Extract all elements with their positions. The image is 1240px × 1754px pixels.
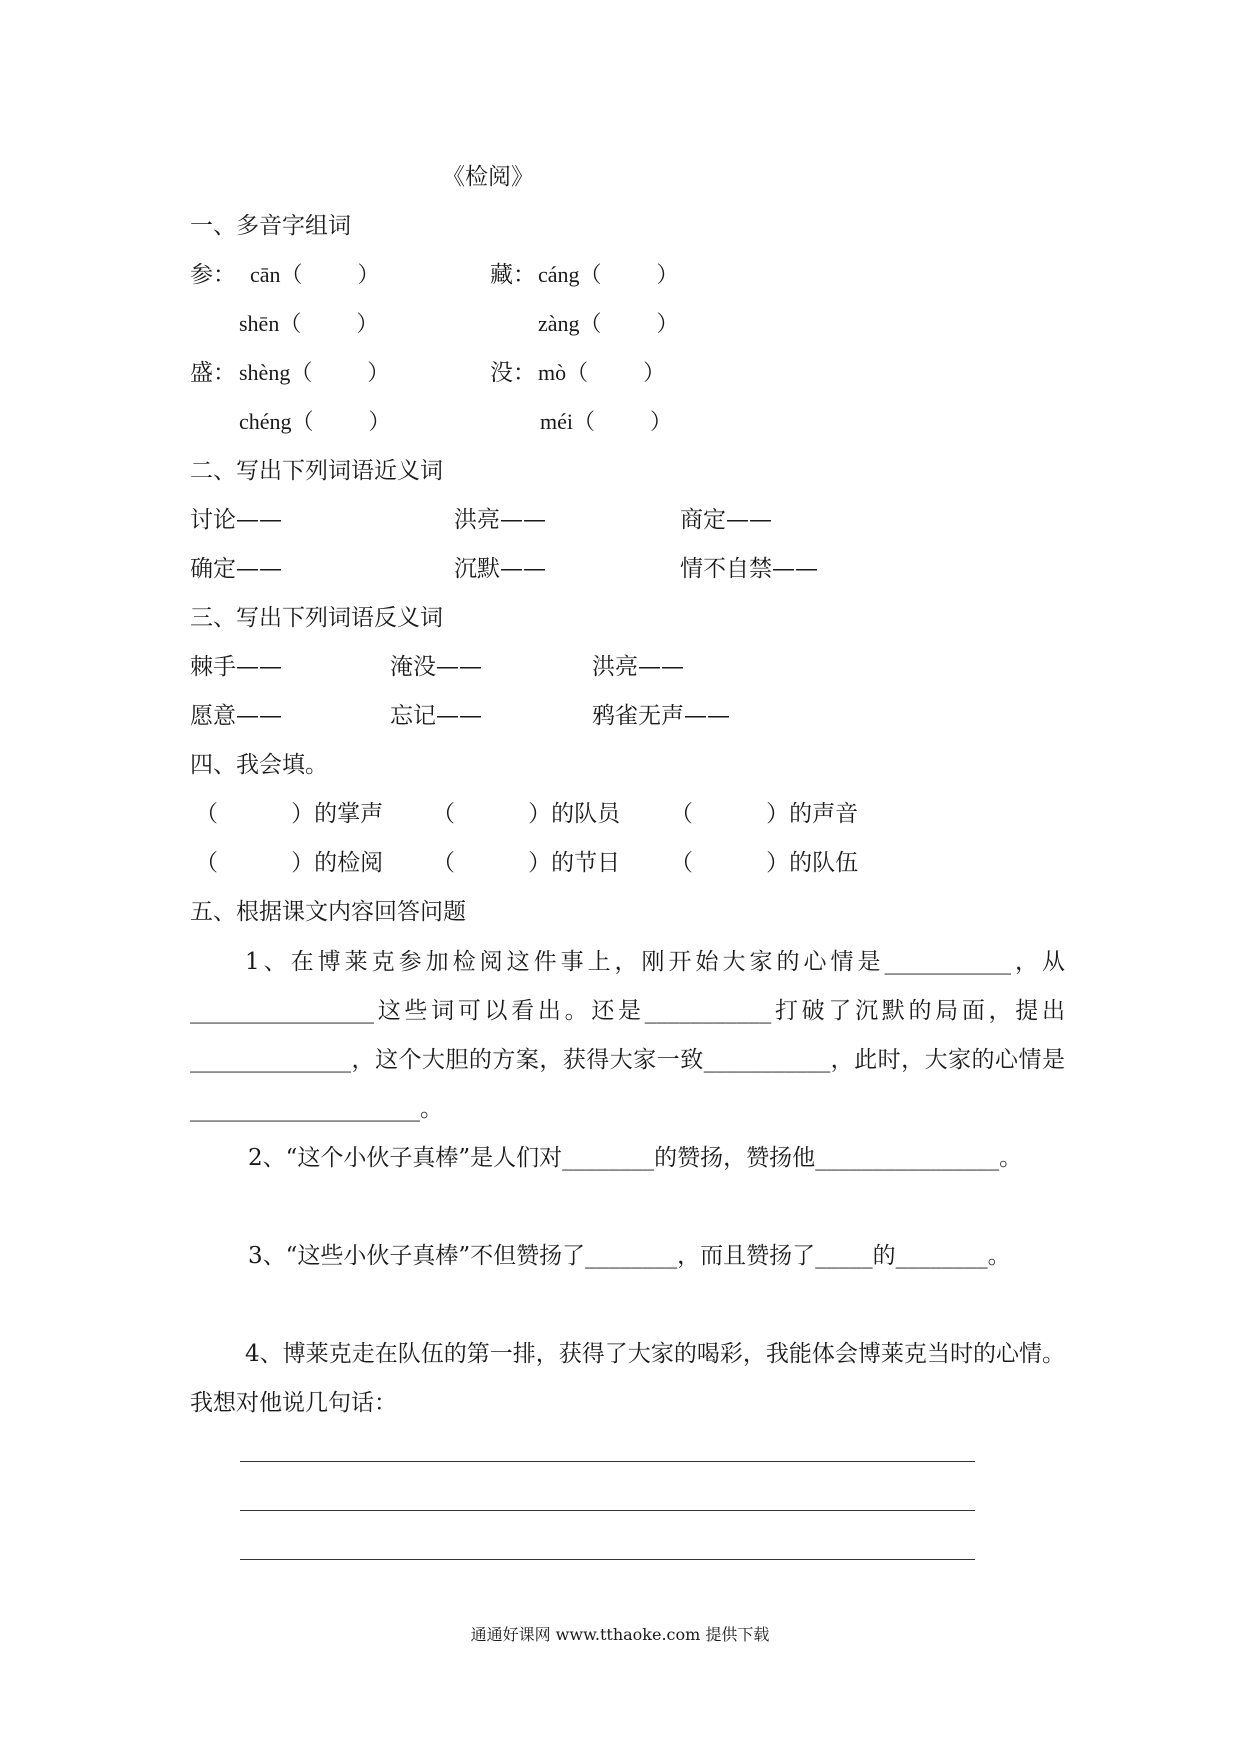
antonym-item: 愿意——: [190, 703, 282, 729]
page-title: 《检阅》: [442, 164, 534, 190]
question-4: 4、博莱克走在队伍的第一排，获得了大家的喝彩，我能体会博莱克当时的心情。我想对他说几句话：: [190, 1341, 1065, 1416]
fill-item: （ ）的节日: [432, 850, 621, 876]
synonym-item: 洪亮——: [454, 507, 546, 533]
antonym-item: 鸦雀无声——: [592, 703, 730, 729]
polyphone-mei-2: méi（ ）: [540, 409, 672, 434]
polyphone-char-can: 参：: [190, 262, 236, 288]
question-2: 2、“这个小伙子真棒”是人们对________的赞扬，赞扬他________________。: [248, 1145, 1023, 1171]
synonym-item: 情不自禁——: [680, 556, 818, 582]
polyphone-cang-2: zàng（ ）: [538, 311, 679, 336]
polyphone-char-cang: 藏：: [490, 262, 536, 288]
synonym-item: 沉默——: [454, 556, 546, 582]
fill-item: （ ）的队员: [432, 801, 621, 827]
answer-line: [240, 1461, 975, 1462]
polyphone-sheng-1: shèng（ ）: [239, 360, 390, 385]
section-heading-2: 二、写出下列词语近义词: [190, 458, 443, 484]
polyphone-mei-1: mò（ ）: [538, 360, 666, 385]
section-heading-4: 四、我会填。: [190, 752, 328, 778]
question-3: 3、“这些小伙子真棒”不但赞扬了________，而且赞扬了_____的________。: [248, 1243, 1011, 1269]
footer-credit: 通通好课网 www.tthaoke.com 提供下载: [470, 1625, 770, 1644]
section-heading-5: 五、根据课文内容回答问题: [190, 899, 466, 925]
synonym-item: 确定——: [190, 556, 282, 582]
synonym-item: 商定——: [680, 507, 772, 533]
polyphone-cang-1: cáng（ ）: [538, 262, 679, 287]
polyphone-char-sheng: 盛：: [190, 360, 236, 386]
answer-line: [240, 1559, 975, 1560]
fill-item: （ ）的队伍: [670, 850, 859, 876]
section-heading-3: 三、写出下列词语反义词: [190, 605, 443, 631]
antonym-item: 忘记——: [390, 703, 482, 729]
polyphone-sheng-2: chéng（ ）: [239, 409, 391, 434]
polyphone-char-mei: 没：: [490, 360, 536, 386]
question-1: 1、在博莱克参加检阅这件事上，刚开始大家的心情是___________，从________________这些词可以看出。还是___________打破了沉默的局面，提出______________，这个大胆的方案，获得大家一致___________，此时，大家的心情是____________________。: [190, 949, 1065, 1122]
antonym-item: 淹没——: [390, 654, 482, 680]
antonym-item: 洪亮——: [592, 654, 684, 680]
polyphone-can-1: cān（ ）: [250, 262, 380, 287]
section-heading-1: 一、多音字组词: [190, 213, 351, 239]
fill-item: （ ）的掌声: [195, 801, 384, 827]
answer-line: [240, 1510, 975, 1511]
fill-item: （ ）的检阅: [195, 850, 384, 876]
synonym-item: 讨论——: [190, 507, 282, 533]
polyphone-can-2: shēn（ ）: [239, 311, 379, 336]
fill-item: （ ）的声音: [670, 801, 859, 827]
antonym-item: 棘手——: [190, 654, 282, 680]
